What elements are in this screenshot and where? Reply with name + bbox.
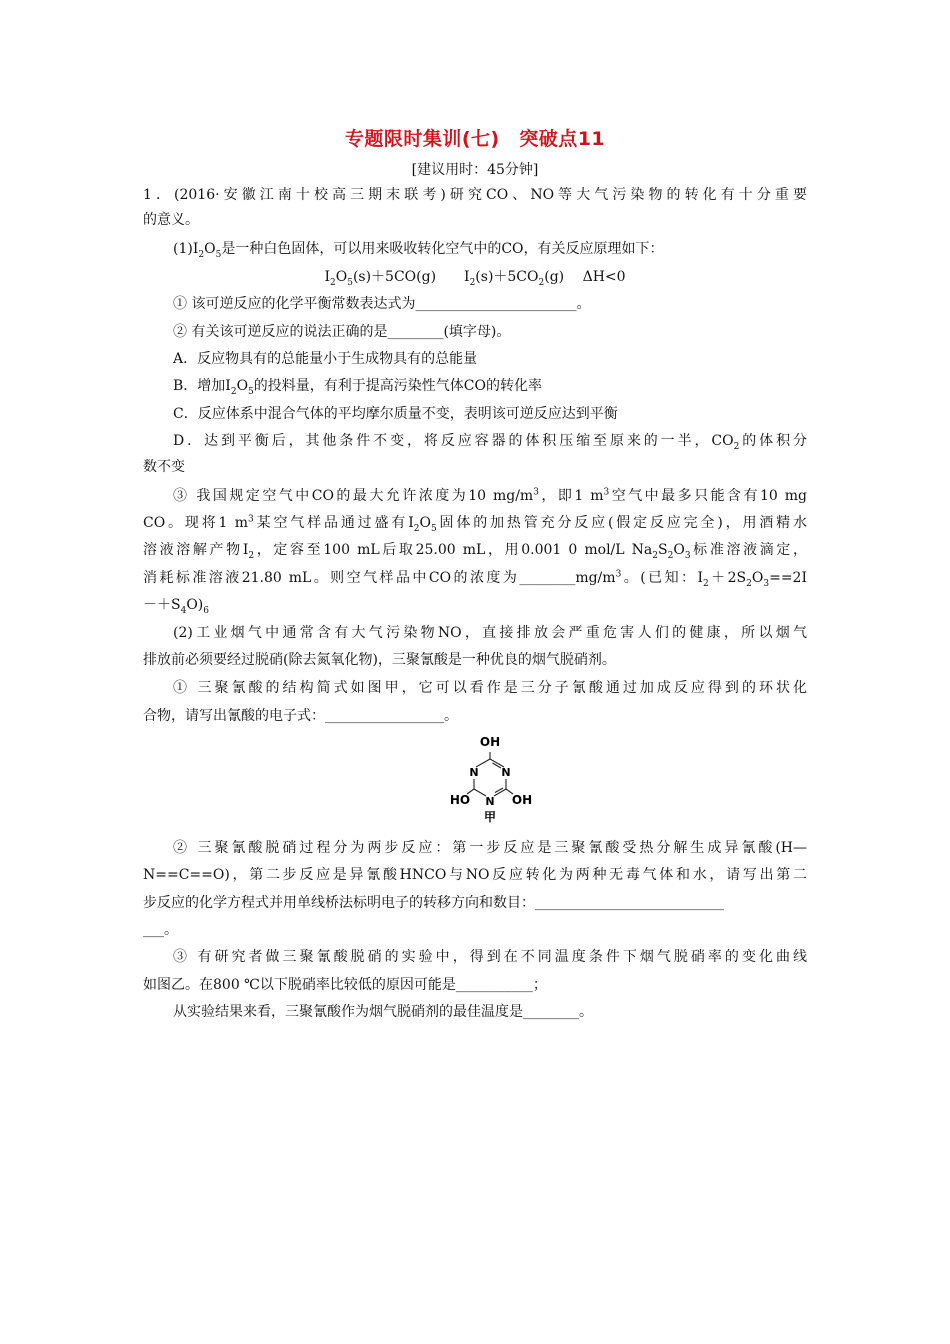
sub-question-3-line2: CO。现将1 $m^3$某空气样品通过盛有$I_2O_5$固体的加热管充分反应(假定反应完全)，用酒精水: [143, 514, 808, 534]
hydroxyl-right: OH: [511, 793, 533, 807]
part-2-line2: 排放前必须要经过脱硝(除去氮氧化物)，三聚氰酸是一种优良的烟气脱硝剂。: [143, 652, 616, 668]
question-1-intro-cont: 的意义。: [143, 212, 199, 228]
page-title: 专题限时集训(七) 突破点11: [344, 128, 606, 150]
sub-question-1: ① 该可逆反应的化学平衡常数表达式为_______________________。: [173, 296, 591, 312]
option-d: D．达到平衡后，其他条件不变，将反应容器的体积压缩至原来的一半，$CO_2$的体积分: [173, 433, 807, 452]
ring-nitrogen-right: N: [501, 766, 511, 779]
reaction-equation: $I_2O_5(s)+5CO(g)$ $I_2(s)+5CO_2(g)$ ΔH<0: [324, 269, 626, 288]
part-2-q2-line3: 步反应的化学方程式并用单线桥法标明电子的转移方向和数目：___________________________: [143, 895, 724, 911]
sub-question-3-line5: $-+S_4O)_6$: [143, 597, 210, 616]
hydroxyl-top: OH: [479, 735, 501, 749]
hydroxyl-left: HO: [449, 793, 471, 807]
part-2-q1-line1: ① 三聚氰酸的结构简式如图甲，它可以看作是三分子氰酸通过加成反应得到的环状化: [173, 680, 807, 696]
part-2-q2-line1: ② 三聚氰酸脱硝过程分为两步反应：第一步反应是三聚氰酸受热分解生成异氰酸(H—: [173, 840, 807, 856]
part-2-line1: (2)工业烟气中通常含有大气污染物NO，直接排放会严重危害人们的健康，所以烟气: [173, 625, 807, 641]
sub-question-3-line3: 溶液溶解产物$I_2$，定容至100 mL后取25.00 mL，用0.001 0 mol/L $Na_2S_2O_3$标准溶液滴定，: [143, 542, 808, 561]
option-c: C．反应体系中混合气体的平均摩尔质量不变，表明该可逆反应达到平衡: [173, 406, 618, 422]
part-2-q4: 从实验结果来看，三聚氰酸作为烟气脱硝剂的最佳温度是________。: [173, 1004, 593, 1020]
option-d-cont: 数不变: [143, 459, 185, 475]
ring-nitrogen-bottom: N: [485, 795, 495, 808]
ring-nitrogen-left: N: [469, 766, 479, 779]
part-2-q3-line1: ③ 有研究者做三聚氰酸脱硝的实验中，得到在不同温度条件下烟气脱硝率的变化曲线: [173, 949, 807, 965]
part-2-q3-line2: 如图乙。在800 ℃以下脱硝率比较低的原因可能是___________；: [143, 977, 547, 993]
sub-question-2: ② 有关该可逆反应的说法正确的是________(填字母)。: [173, 324, 511, 340]
question-1-intro: 1．(2016·安徽江南十校高三期末联考)研究CO、NO等大气污染物的转化有十分重要: [143, 187, 807, 203]
part-2-q2-line2: N==C==O)，第二步反应是异氰酸HNCO与NO反应转化为两种无毒气体和水，请写出第二: [143, 867, 807, 883]
suggested-time: [建议用时：45分钟]: [411, 162, 539, 178]
option-b: B．增加$I_2O_5$的投料量，有利于提高污染性气体CO的转化率: [173, 378, 542, 397]
cyanuric-acid-structure: [430, 733, 550, 825]
part-1-text: $(1)I_2O_5$是一种白色固体，可以用来吸收转化空气中的CO，有关反应原理如下：: [173, 241, 664, 260]
option-a: A．反应物具有的总能量小于生成物具有的总能量: [173, 351, 478, 367]
part-2-q2-line4: ___。: [143, 922, 178, 938]
sub-question-3-line1: ③ 我国规定空气中CO的最大允许浓度为10 $mg/m^3$，即1 $m^3$空气中最多只能含有10 mg: [173, 487, 807, 504]
sub-question-3-line4: 消耗标准溶液21.80 mL。则空气样品中CO的浓度为$\_\_\_\_\_\_\_\_mg/m^3$。(已知：$I_2+2S_2O_3==2I$: [143, 569, 807, 589]
figure-label: 甲: [483, 810, 497, 824]
part-2-q1-line2: 合物，请写出氰酸的电子式：_________________。: [143, 708, 458, 724]
